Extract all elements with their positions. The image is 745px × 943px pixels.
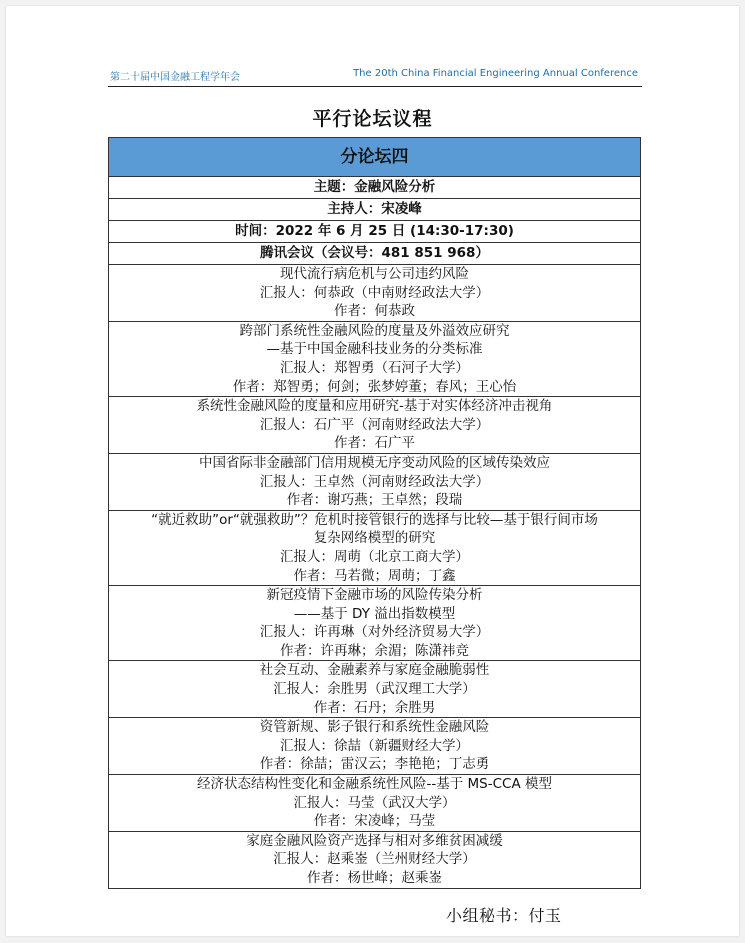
talk-title: “就近救助”or“就强救助”？危机时接管银行的选择与比较—基于银行间市场 [151, 511, 598, 528]
talk-cell [109, 397, 641, 454]
talk-cell [109, 453, 641, 510]
conference-name-cn: 第二十届中国金融工程学年会 [110, 72, 240, 83]
talk-cell [109, 718, 641, 775]
talk-detail: 汇报人：徐喆（新疆财经大学） [280, 737, 469, 754]
talk-cell [109, 265, 641, 322]
talk-title: 跨部门系统性金融风险的度量及外溢效应研究 [239, 322, 510, 339]
forum-name: 分论坛四 [109, 138, 641, 177]
talk-title: 资管新规、影子银行和系统性金融风险 [259, 719, 490, 736]
talk-cell [109, 661, 641, 718]
conference-name-en: The 20th China Financial Engineering Annual Conference [353, 68, 638, 79]
forum-time: 时间：2022 年 6 月 25 日 (14:30-17:30) [109, 221, 641, 243]
talk-row [109, 661, 641, 718]
talk-cell [109, 831, 641, 888]
talk-row [109, 265, 641, 322]
page-title: 平行论坛议程 [312, 108, 433, 130]
talk-title: 新冠疫情下金融市场的风险传染分析 [266, 587, 483, 604]
talk-detail: 复杂网络模型的研究 [313, 530, 436, 547]
talk-detail: 作者：马若微；周萌；丁鑫 [293, 567, 456, 584]
talk-row [109, 510, 641, 585]
talk-detail: 汇报人：余胜男（武汉理工大学） [273, 681, 476, 698]
talk-detail: 作者：郑智勇；何剑；张梦婷董；春风；王心怡 [232, 378, 517, 395]
talk-title: 经济状态结构性变化和金融系统性风险--基于 MS-CCA 模型 [196, 776, 552, 793]
talk-cell [109, 775, 641, 832]
talk-detail: 作者：徐喆；雷汉云；李艳艳；丁志勇 [259, 756, 490, 773]
talk-detail: 汇报人：赵乘崟（兰州财经大学） [273, 851, 476, 868]
talk-row [109, 718, 641, 775]
talk-detail: 作者：何恭政 [334, 303, 415, 320]
agenda-table [108, 137, 641, 889]
talk-title: 中国省际非金融部门信用规模无序变动风险的区域传染效应 [199, 454, 550, 471]
talk-row [109, 321, 641, 396]
forum-host: 主持人：宋凌峰 [109, 199, 641, 221]
talk-detail: 汇报人：马莹（武汉大学） [293, 794, 456, 811]
forum-meeting: 腾讯会议（会议号：481 851 968） [109, 243, 641, 265]
talk-title: 现代流行病危机与公司违约风险 [280, 266, 469, 282]
talk-detail: 汇报人：郑智勇（石河子大学） [280, 359, 469, 376]
talk-title: 社会互动、金融素养与家庭金融脆弱性 [259, 662, 490, 679]
talk-row [109, 775, 641, 832]
conference-header [108, 64, 642, 87]
talk-title: 家庭金融风险资产选择与相对多维贫困减缓 [246, 832, 503, 849]
forum-theme: 主题：金融风险分析 [109, 177, 641, 199]
talk-title: 系统性金融风险的度量和应用研究-基于对实体经济冲击视角 [196, 398, 553, 415]
talk-detail: 作者：谢巧燕；王卓然；段瑞 [286, 492, 463, 509]
talk-detail: ——基于 DY 溢出指数模型 [293, 605, 456, 622]
talk-detail: 作者：石丹；余胜男 [313, 699, 436, 716]
talk-detail: 汇报人：许再琳（对外经济贸易大学） [259, 624, 490, 641]
talk-detail: 作者：许再琳；余湄；陈潇祎竞 [280, 642, 469, 659]
talk-detail: 作者：宋凌峰；马莹 [313, 813, 436, 830]
talk-row [109, 831, 641, 888]
talk-detail: 汇报人：王卓然（河南财经政法大学） [259, 473, 490, 490]
talk-detail: 汇报人：石广平（河南财经政法大学） [259, 416, 490, 433]
talk-detail: 作者：杨世峰；赵乘崟 [307, 870, 442, 886]
talk-row [109, 586, 641, 661]
talk-cell [109, 321, 641, 396]
talk-detail: 作者：石广平 [334, 435, 415, 452]
talk-cell [109, 510, 641, 585]
talk-detail: 汇报人：何恭政（中南财经政法大学） [259, 284, 490, 301]
talk-detail: 汇报人：周萌（北京工商大学） [280, 548, 469, 565]
talk-row [109, 397, 641, 454]
talk-cell [109, 586, 641, 661]
talk-detail: —基于中国金融科技业务的分类标准 [266, 341, 483, 358]
talk-row [109, 453, 641, 510]
group-secretary: 小组秘书：付玉 [446, 906, 562, 925]
